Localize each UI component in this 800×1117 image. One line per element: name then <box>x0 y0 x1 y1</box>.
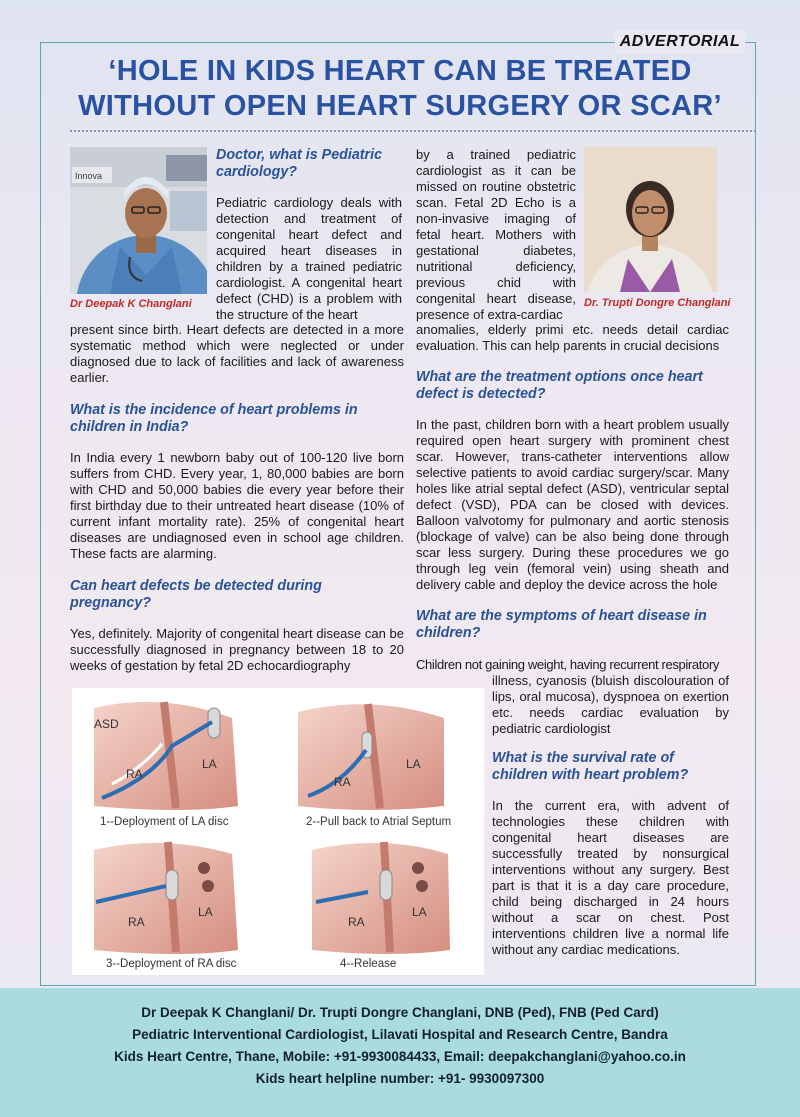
question-treatment <box>416 369 729 403</box>
paragraph-symptoms: illness, cyanosis (bluish discolouration of lips, oral mucosa), dyspnoea on exertion etc. needs cardiac evaluation by pediatric cardiologist <box>492 673 729 736</box>
question-line: Doctor, what is Pediatric <box>216 147 383 163</box>
question-line: Can heart defects be detected during <box>70 578 322 594</box>
asd-closure-illustration <box>72 688 484 975</box>
question-survival <box>492 750 729 784</box>
headline-line-1: ‘HOLE IN KIDS HEART CAN BE TREATED <box>108 55 692 87</box>
paragraph-symptoms-first: Children not gaining weight, having recurrent respiratory <box>416 657 720 672</box>
paragraph-pregnancy-cont: by a trained pediatric cardiologist as it can be missed on routine obstetric scan. Fetal 2D Echo is a non-invasive imaging of fetal heart. Mothers with gestational diabetes, nutritional deficiency, previous chid with congenital heart disease, presence of extra-cardiac <box>416 147 576 322</box>
question-pregnancy <box>70 578 404 612</box>
panel-pull-back <box>298 704 451 828</box>
doctor-illustration-left <box>70 147 207 294</box>
question-pediatric-cardiology <box>216 147 406 181</box>
headline <box>60 54 740 124</box>
panel-release <box>312 842 450 970</box>
doctor-photo-left <box>70 147 207 294</box>
label-la: LA <box>406 757 421 771</box>
footer-contact: Kids Heart Centre, Thane, Mobile: +91-9930084433, Email: deepakchanglani@yahoo.co.in <box>114 1049 686 1064</box>
doctor-illustration-right <box>584 147 717 292</box>
panel-deploy-ra-disc <box>94 842 238 970</box>
caption-step-2: 2--Pull back to Atrial Septum <box>306 816 452 828</box>
label-ra: RA <box>334 775 351 789</box>
asd-closure-figure <box>72 688 484 975</box>
caption-right-doctor: Dr. Trupti Dongre Changlani <box>584 297 731 309</box>
label-la: LA <box>202 757 217 771</box>
monitor-label: Innova <box>75 171 103 181</box>
paragraph-pediatric-cardiology: Pediatric cardiology deals with detection and treatment of congenital heart defect and acquired heart diseases in children by a trained pediatric cardiologist. A congenital heart defect (CHD) is a problem with the structure of the heart <box>216 195 402 322</box>
label-la: LA <box>412 905 427 919</box>
question-line: What is the survival rate of <box>492 750 674 766</box>
footer-doctors: Dr Deepak K Changlani/ Dr. Trupti Dongre Changlani, DNB (Ped), FNB (Ped Card) <box>141 1005 659 1020</box>
paragraph-pregnancy: Yes, definitely. Majority of congenital heart disease can be successfully diagnosed in pregnancy between 18 to 20 weeks of gestation by fetal 2D echocardiography <box>70 626 404 673</box>
question-line: children? <box>416 625 481 641</box>
paragraph-pregnancy-cont-wide: anomalies, elderly primi etc. needs detail cardiac evaluation. This can help parents in crucial decisions <box>416 322 729 353</box>
caption-step-1: 1--Deployment of LA disc <box>100 816 229 828</box>
contact-footer <box>0 988 800 1117</box>
label-ra: RA <box>128 915 145 929</box>
paragraph-pediatric-cardiology-cont: present since birth. Heart defects are detected in a more systematic method which were neglected or under diagnosed due to lack of facilities and lack of awareness earlier. <box>70 322 404 385</box>
question-line: children in India? <box>70 419 189 435</box>
advertorial-tag: ADVERTORIAL <box>615 30 745 54</box>
label-ra: RA <box>126 767 143 781</box>
footer-hospital: Pediatric Interventional Cardiologist, Lilavati Hospital and Research Centre, Bandra <box>132 1027 668 1042</box>
question-incidence <box>70 402 404 436</box>
label-ra: RA <box>348 915 365 929</box>
question-line: What are the symptoms of heart disease in <box>416 608 707 624</box>
paragraph-survival: In the current era, with advent of technologies these children with congenital heart diseases are successfully treated by nonsurgical interventions without any surgery. Best part is that it is a day care procedure, child being discharged in 24 hours without a scar on chest. Post interventions children live a normal life without any cardiac medications. <box>492 798 729 957</box>
paragraph-treatment: In the past, children born with a heart problem usually required open heart surgery with prominent chest scar. However, trans-catheter interventions allow selective patients to avoid cardiac surgery/scar. Many holes like atrial septal defect (ASD), ventricular septal defect (VSD), PDA can be closed with devices. Balloon valvotomy for pulmonary and aortic stenosis (blockage of valve) can be also being done through scar less surgery. During these procedures we go through leg vein (femoral vein) using sheath and delivery cable and deploy the device across the hole <box>416 417 729 592</box>
question-symptoms <box>416 608 729 642</box>
question-line: children with heart problem? <box>492 767 689 783</box>
question-line: What is the incidence of heart problems in <box>70 402 358 418</box>
question-line: cardiology? <box>216 164 298 180</box>
caption-step-3: 3--Deployment of RA disc <box>106 958 237 970</box>
label-la: LA <box>198 905 213 919</box>
question-line: defect is detected? <box>416 386 546 402</box>
label-asd: ASD <box>94 717 119 731</box>
question-line: What are the treatment options once heart <box>416 369 703 385</box>
paragraph-incidence: In India every 1 newborn baby out of 100-120 live born suffers from CHD. Every year, 1, 80,000 babies are born with CHD and 50,000 babies die every year before their first birthday due to their untreated heart disease (10% of current infant mortality rate). 25% of congenital heart diseases are undiagnosed even in school age children. These facts are alarming. <box>70 450 404 561</box>
headline-line-2: WITHOUT OPEN HEART SURGERY OR SCAR’ <box>78 90 722 122</box>
panel-deploy-la-disc <box>94 702 238 828</box>
caption-left-doctor: Dr Deepak K Changlani <box>70 298 192 310</box>
doctor-photo-right <box>584 147 717 292</box>
caption-step-4: 4--Release <box>340 958 397 970</box>
dotted-divider <box>70 130 756 132</box>
footer-helpline: Kids heart helpline number: +91- 9930097300 <box>255 1071 545 1086</box>
question-line: pregnancy? <box>70 595 152 611</box>
